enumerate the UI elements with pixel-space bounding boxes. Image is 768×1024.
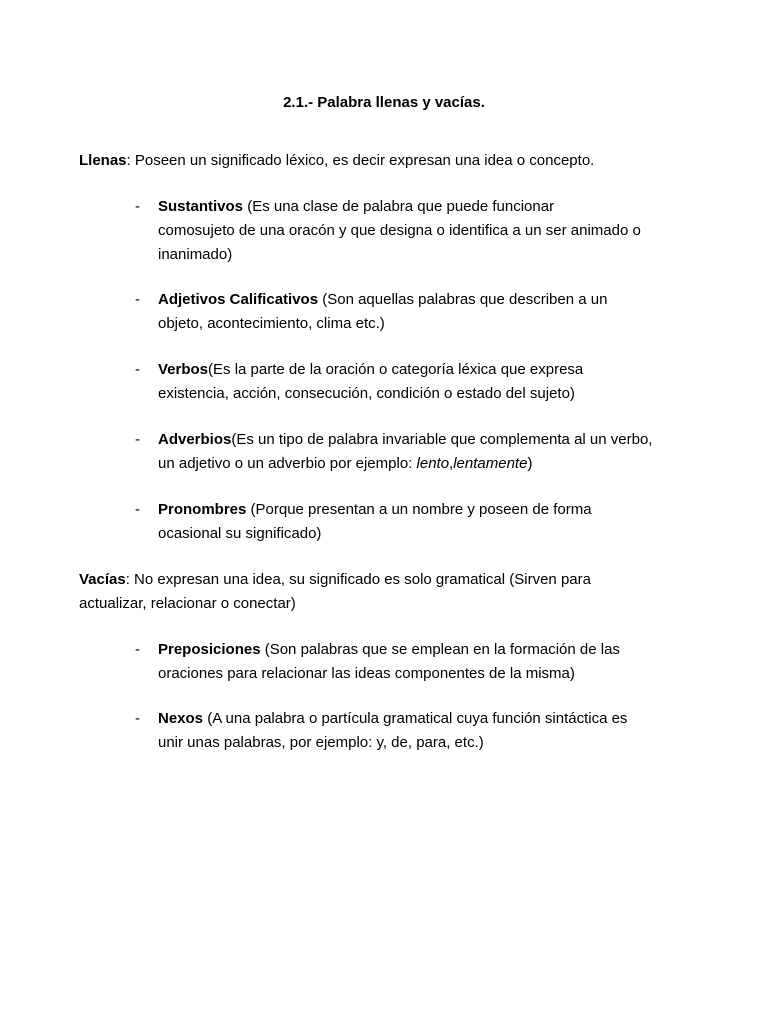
- item-term: Sustantivos: [158, 198, 244, 215]
- list-item-text: [158, 638, 668, 686]
- item-description: (Son palabras que se emplean en la formación de las: [260, 641, 620, 658]
- item-term: Pronombres: [158, 501, 247, 518]
- item-description: (Es la parte de la oración o categoría léxica que expresa: [208, 361, 584, 378]
- item-description: (Son aquellas palabras que describen a un: [318, 291, 608, 308]
- list-bullet: -: [135, 710, 140, 727]
- example-separator: ,: [449, 455, 454, 472]
- list-item-text: [158, 428, 678, 476]
- page-title: 2.1.- Palabra llenas y vacías.: [283, 94, 485, 111]
- item-term: Nexos: [158, 710, 204, 727]
- list-item-text: [158, 707, 668, 755]
- item-description: un adjetivo o un adverbio por ejemplo:: [158, 455, 417, 472]
- item-description: ocasional su significado): [158, 525, 322, 542]
- item-description: oraciones para relacionar las ideas componentes de la misma): [158, 665, 575, 682]
- list-bullet: -: [135, 431, 140, 448]
- llenas-definition: : Poseen un significado léxico, es decir expresan una idea o concepto.: [126, 152, 595, 169]
- vacias-definition: : No expresan una idea, su significado es solo gramatical (Sirven para: [125, 571, 591, 588]
- item-description: (Es un tipo de palabra invariable que complementa al un verbo,: [231, 431, 653, 448]
- llenas-paragraph: [79, 149, 679, 173]
- list-bullet: -: [135, 361, 140, 378]
- llenas-term: Llenas: [79, 152, 127, 169]
- list-bullet: -: [135, 501, 140, 518]
- list-item-text: [158, 498, 668, 546]
- item-description: (A una palabra o partícula gramatical cuya función sintáctica es: [203, 710, 628, 727]
- list-bullet: -: [135, 291, 140, 308]
- item-term: Adverbios: [158, 431, 232, 448]
- vacias-paragraph: [79, 568, 679, 616]
- item-term: Adjetivos Calificativos: [158, 291, 319, 308]
- list-item-text: [158, 195, 668, 267]
- item-description: (Es una clase de palabra que puede funcionar: [243, 198, 555, 215]
- item-description: (Porque presentan a un nombre y poseen de forma: [246, 501, 592, 518]
- vacias-definition: actualizar, relacionar o conectar): [79, 595, 296, 612]
- item-description: inanimado): [158, 246, 233, 263]
- item-description: comosujeto de una oracón y que designa o identifica a un ser animado o: [158, 222, 641, 239]
- item-term: Preposiciones: [158, 641, 261, 658]
- list-item-text: [158, 288, 668, 336]
- item-description: ): [527, 455, 533, 472]
- item-description: existencia, acción, consecución, condición o estado del sujeto): [158, 385, 575, 402]
- item-description: unir unas palabras, por ejemplo: y, de, para, etc.): [158, 734, 484, 751]
- item-description: objeto, acontecimiento, clima etc.): [158, 315, 385, 332]
- list-item-text: [158, 358, 668, 406]
- list-bullet: -: [135, 198, 140, 215]
- list-bullet: -: [135, 641, 140, 658]
- vacias-term: Vacías: [79, 571, 126, 588]
- example-word: lentamente: [453, 455, 528, 472]
- item-term: Verbos: [158, 361, 209, 378]
- example-word: lento: [416, 455, 450, 472]
